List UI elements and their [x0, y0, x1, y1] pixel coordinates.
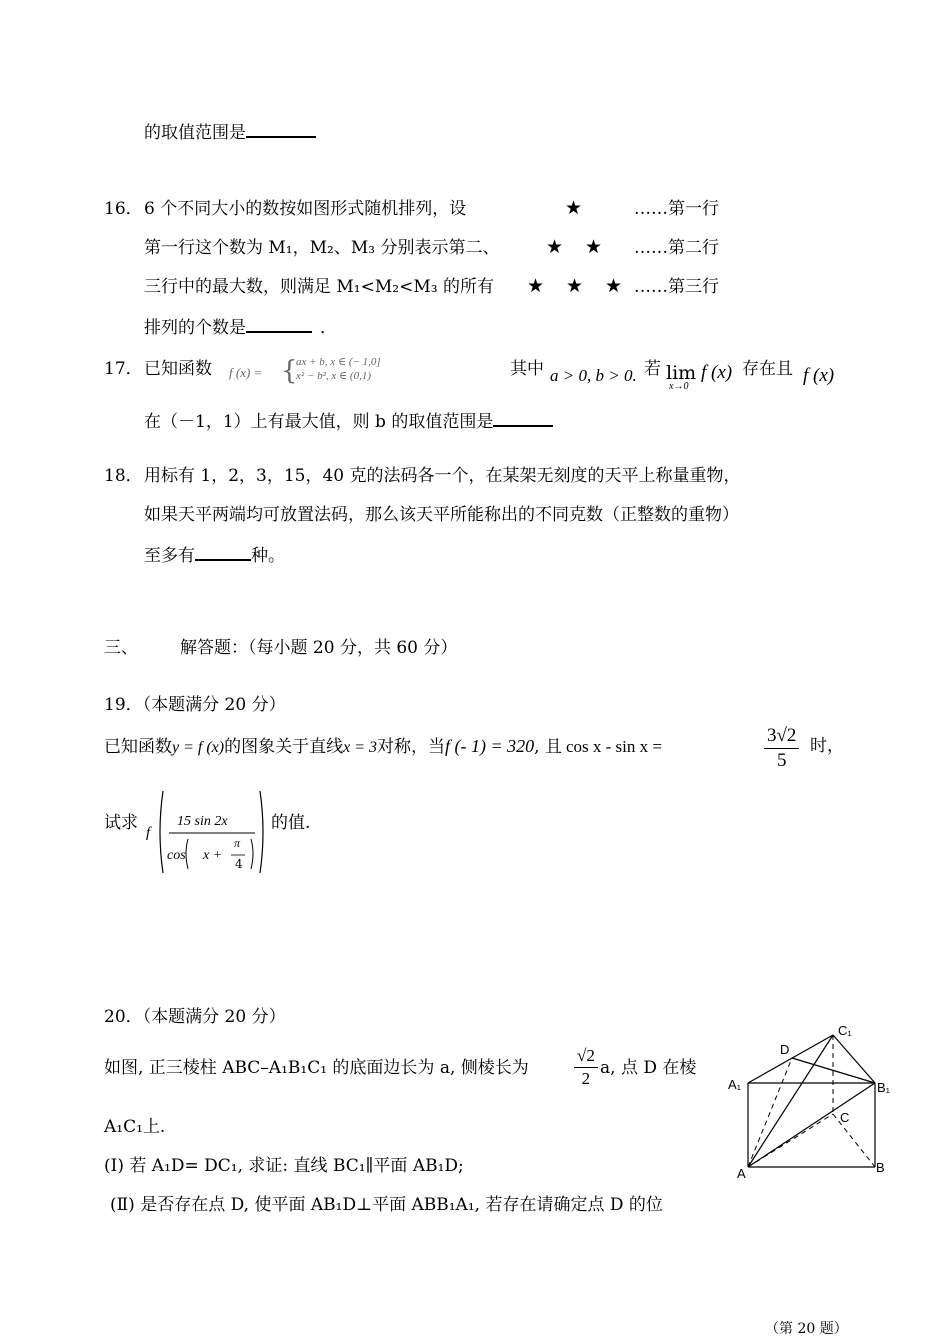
q19-eq: x = 3	[343, 739, 378, 756]
q16-period: ．	[320, 318, 337, 338]
q19-value: 的值.	[271, 813, 311, 833]
q19-inner-x: x +	[203, 848, 223, 863]
q16-line4-text: 排列的个数是	[144, 318, 246, 338]
frac-den: 5	[776, 750, 787, 771]
lim: lim	[666, 362, 697, 384]
q16-line2: 第一行这个数为 M₁，M₂、M₃ 分别表示第二、	[144, 238, 500, 258]
q17-fx: f (x)	[701, 362, 733, 383]
label-c1: C₁	[838, 1023, 852, 1038]
row2-label: ……第二行	[634, 238, 719, 258]
q19-eq: y = f (x)	[172, 739, 225, 756]
q17-mid: 其中	[510, 359, 544, 379]
q19-line1	[104, 735, 662, 759]
lim-sub: x→0	[669, 381, 689, 392]
star-icon: ★	[605, 275, 623, 297]
pi-symbol: π	[234, 836, 241, 850]
answer-blank[interactable]	[195, 543, 251, 561]
label-b1: B₁	[877, 1080, 891, 1095]
q18-line3-post: 种。	[251, 546, 285, 566]
q19-eq: cos x - sin x =	[565, 737, 662, 756]
star-icon: ★	[546, 236, 564, 258]
section-number: 三、	[104, 638, 138, 658]
piece-1: ax + b, x ∈ (− 1,0]	[296, 356, 381, 368]
frac-den: 2	[581, 1069, 591, 1088]
q19-f: f	[146, 825, 151, 841]
label-c: C	[840, 1110, 850, 1125]
star-icon: ★	[566, 275, 584, 297]
row1-label: ……第一行	[634, 199, 719, 219]
q17-fx2: f (x)	[803, 365, 835, 386]
q15-tail	[144, 120, 316, 144]
prism-figure	[725, 1020, 900, 1190]
q20-line1-post: a, 点 D 在棱	[600, 1058, 697, 1078]
brace: {	[281, 356, 298, 386]
q19-text: 的图象关于直线	[224, 737, 344, 757]
q17-line2-text: 在（－1，1）上有最大值，则 b 的取值范围是	[144, 412, 494, 432]
q20-text: 如图, 正三棱柱 ABC–A₁B₁C₁ 的底面边长为 a, 侧棱长为	[104, 1058, 529, 1078]
four: 4	[235, 857, 243, 871]
frac-num: √2	[574, 1045, 598, 1068]
q19-text: , 且	[534, 737, 562, 757]
q17-cond: a > 0, b > 0.	[550, 366, 637, 385]
answer-blank[interactable]	[246, 315, 312, 333]
star-icon: ★	[585, 236, 603, 258]
q20-header: 20．（本题满分 20 分）	[104, 1007, 286, 1027]
piece-2: x² − b², x ∈ (0,1)	[296, 370, 372, 382]
q20-part2: (Ⅱ) 是否存在点 D, 使平面 AB₁D⊥平面 ABB₁A₁, 若存在请确定点 D 的位	[110, 1195, 663, 1215]
q19-eq: f (- 1) = 320	[445, 736, 535, 756]
q17-if: 若	[644, 359, 661, 379]
q16-number: 16．	[104, 199, 143, 219]
q16-line3: 三行中的最大数，则满足 M₁<M₂<M₃ 的所有	[144, 277, 494, 297]
q17-exists: 存在且	[742, 359, 793, 379]
q20-fraction	[574, 1045, 598, 1090]
star-icon: ★	[565, 197, 583, 219]
q18-line2: 如果天平两端均可放置法码，那么该天平所能称出的不同克数（正整数的重物）	[144, 505, 739, 525]
q16-line1: 6 个不同大小的数按如图形式随机排列，设	[144, 199, 467, 219]
q17-number: 17．	[104, 359, 143, 379]
label-a1: A₁	[728, 1077, 742, 1092]
q20-part1: (Ⅰ) 若 A₁D= DC₁, 求证: 直线 BC₁∥平面 AB₁D;	[104, 1156, 464, 1176]
q19-fraction	[764, 724, 799, 773]
answer-blank[interactable]	[493, 409, 553, 427]
frac-num: 3√2	[764, 724, 799, 749]
q18-line3	[144, 543, 285, 567]
label-a: A	[737, 1166, 746, 1181]
q20-line1	[104, 1057, 529, 1079]
q17-pre: 已知函数	[144, 359, 212, 379]
q19-text: 已知函数	[104, 737, 172, 757]
star-icon: ★	[527, 275, 545, 297]
q18-line3-pre: 至多有	[144, 546, 195, 566]
q17-line2	[144, 409, 553, 433]
q16-line4	[144, 315, 337, 339]
q18-number: 18．	[104, 466, 143, 486]
q19-text: 对称，当	[377, 737, 446, 757]
q15-text: 的取值范围是	[144, 123, 246, 143]
label-d: D	[780, 1042, 790, 1057]
answer-blank[interactable]	[246, 120, 316, 138]
f-of-x: f (x) =	[229, 365, 263, 380]
q20-line2: A₁C₁上.	[104, 1117, 166, 1137]
figure-caption: （第 20 题）	[765, 1321, 848, 1337]
q19-inner-num: 15 sin 2x	[177, 814, 228, 829]
label-b: B	[876, 1160, 885, 1175]
q19-find: 试求	[104, 813, 138, 833]
q19-inner-cos: cos	[167, 848, 186, 863]
q19-when: 时，	[810, 736, 844, 756]
section-title: 解答题：（每小题 20 分，共 60 分）	[180, 638, 458, 658]
q19-header: 19．（本题满分 20 分）	[104, 695, 286, 715]
q18-line1: 用标有 1，2，3，15，40 克的法码各一个，在某架无刻度的天平上称量重物，	[144, 466, 741, 486]
row3-label: ……第三行	[634, 277, 719, 297]
